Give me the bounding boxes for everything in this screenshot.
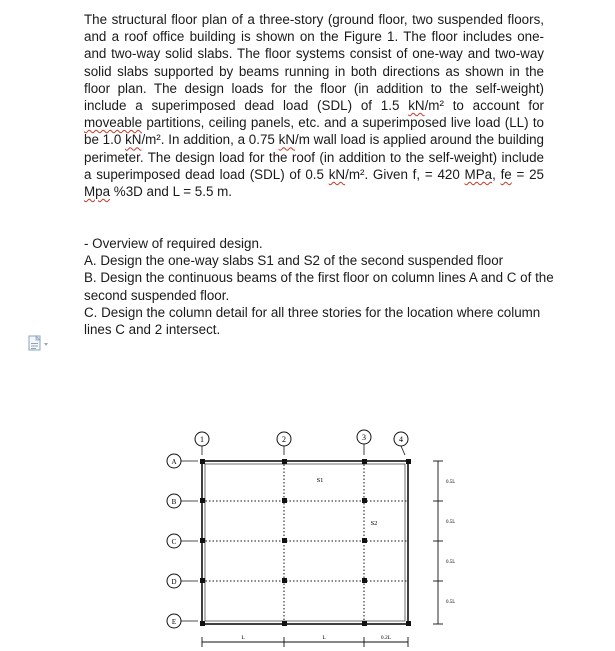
slab-inner-outline [205,464,405,621]
vertical-dimension [433,461,443,624]
horizontal-dimension [202,637,408,647]
spellcheck-word: MPa [464,166,493,182]
text-run: , [492,166,501,182]
text-run: The structural floor plan of a three-story (ground floor, two suspended floors, and a roof office building is shown on the Figure 1. The floor includes one- and two-way solid slabs. The floor systems consist of one-way and two-way solid slabs supported by beams running in both directions as shown in the floor plan. The design loads for the floor (in addition to the self-weight) include a superimposed dead load (SDL) of 1.5 [84,12,544,114]
spellcheck-word: fe [500,166,512,182]
task-c: C. Design the column detail for all three stories for the location where column lines C and 2 intersect. [84,304,541,338]
text-run: /m². Given f, = 420 [345,166,465,182]
spellcheck-word: moveable [84,115,143,131]
hdim-2: L [322,635,326,641]
row-label-a: A [171,458,177,466]
slab-label-s1: S1 [316,477,324,484]
overview-title: - Overview of required design. [84,236,263,251]
column-label-3: 3 [362,433,366,442]
slab-outline [202,461,408,624]
row-label-b: B [171,498,177,506]
vdim-1: 0.5L [446,480,456,485]
task-a: A. Design the one-way slabs S1 and S2 of the second suspended floor [84,253,504,269]
slab-label-s2: S2 [370,520,378,527]
text-run: %3D and L = 5.5 m. [110,184,233,200]
row-label-e: E [171,618,177,626]
floor-plan-figure [160,425,460,651]
vertical-dim-labels [446,480,455,605]
problem-statement [84,11,544,200]
vdim-4: 0.5L [446,600,456,605]
columns [200,459,411,626]
row-grid-labels [167,454,198,628]
spellcheck-word: kN [125,132,142,148]
spellcheck-word: kN [328,166,346,182]
task-b: B. Design the continuous beams of the first floor on column lines A and C of the second suspended floor. [84,270,554,303]
row-label-c: C [171,538,177,546]
text-run: partitions, ceiling panels, etc. and a superimposed live load (LL) to be 1.0 [84,115,544,148]
row-label-d: D [171,578,177,586]
text-run: /m wall load is applied around the building perimeter. The design load for the roof (in addition to the self-weight) include a superimposed dead load (SDL) of 0.5 [84,132,545,182]
spellcheck-word: kN [408,98,425,114]
text-run: /m². In addition, a 0.75 [141,132,279,148]
text-run: /m² to account for [424,98,544,114]
design-overview [84,235,554,338]
text-run: = 25 [511,166,544,182]
column-label-4: 4 [399,435,403,444]
caret-down-icon [44,343,48,346]
hdim-1: L [241,635,245,641]
horizontal-dim-labels [241,635,391,641]
spellcheck-word: kN [278,132,296,148]
spellcheck-word: Mpa [84,184,111,200]
document-icon[interactable] [28,335,50,355]
vdim-3: 0.5L [446,560,456,565]
column-grid-labels [195,430,408,455]
column-label-1: 1 [200,435,204,444]
column-label-2: 2 [282,435,286,444]
hdim-3: 0.2L [380,635,392,641]
vdim-2: 0.5L [446,520,456,525]
